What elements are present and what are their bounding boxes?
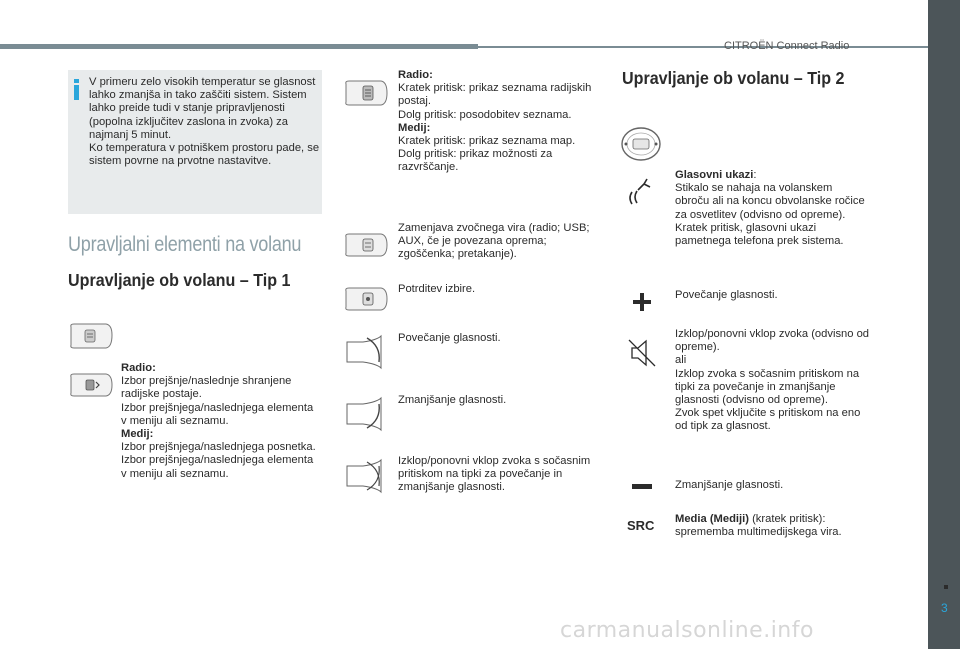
type2-vol-up: Povečanje glasnosti. — [675, 289, 778, 301]
src-icon: SRC — [627, 518, 655, 533]
minus-icon — [631, 484, 653, 490]
plus-icon — [631, 291, 653, 313]
header-brand: CITROËN Connect Radio — [724, 40, 850, 52]
middle-item5: Zmanjšanje glasnosti. — [398, 394, 507, 406]
middle-radio-label: Radio: — [398, 69, 433, 81]
stalk-wheel-icon — [68, 372, 114, 398]
stalk-confirm-icon — [343, 286, 389, 312]
mute-speaker-icon — [626, 337, 658, 369]
middle-item2: Zamenjava zvočnega vira (radio; USB; AUX, če je povezana oprema; zgoščenka; pretakanje). — [398, 222, 590, 261]
side-tab — [928, 0, 960, 649]
stalk-volume-down-icon — [343, 394, 385, 434]
type2-title: Upravljanje ob volanu – Tip 2 — [622, 68, 845, 88]
type1-radio-text: Izbor prejšnje/naslednje shranjene radijske postaje. Izbor prejšnjega/naslednjega elementa v meniju ali seznamu. — [121, 375, 314, 427]
watermark: carmanualsonline.info — [560, 618, 814, 643]
header-rule-thick — [0, 44, 478, 49]
stalk-end-button-icon — [343, 79, 389, 107]
steering-wheel-icon — [620, 125, 662, 163]
stalk-source-icon — [343, 232, 389, 258]
type2-vol-down: Zmanjšanje glasnosti. — [675, 479, 784, 491]
stalk-overview-icon — [68, 321, 114, 351]
middle-item6: Izklop/ponovni vklop zvoka s sočasnim pritiskom na tipki za povečanje in zmanjšanje glasnosti. — [398, 455, 591, 494]
type2-mute: Izklop/ponovni vklop zvoka (odvisno od opreme). ali Izklop zvoka s sočasnim pritiskom na tipki za povečanje in zmanjšanje glasnosti (odvisno od opreme). Zvok spet vključite s pritiskom na eno od tipk za glasnost. — [675, 328, 870, 433]
type2-media-label: Media (Mediji) — [675, 513, 749, 525]
type2-media — [675, 513, 865, 539]
page-marker — [944, 585, 948, 589]
type1-description — [121, 362, 321, 481]
info-text: V primeru zelo visokih temperatur se glasnost lahko zmanjša in tako zaščiti sistem. Sistem lahko preide tudi v stanje pripravljenosti (popolna izključitev zaslona in zvoka) za najmanj 5 minut. Ko temperatura v potniškem prostoru pade, se sistem povrne na prvotne nastavitve. — [89, 76, 320, 168]
type1-media-text: Izbor prejšnjega/naslednjega posnetka. Izbor prejšnjega/naslednjega elementa v meniju ali seznamu. — [121, 441, 316, 480]
middle-media-label: Medij: — [398, 121, 431, 134]
type2-voice-label: Glasovni ukazi — [675, 169, 754, 181]
middle-item3: Potrditev izbire. — [398, 283, 476, 295]
type2-media-text: (kratek pritisk): sprememba multimedijskega vira. — [675, 513, 842, 539]
type2-voice-text: Stikalo se nahaja na volanskem obroču ali na koncu obvolanske ročice za osvetlitev (odvisno od opreme). Kratek pritisk, glasovni ukazi pametnega telefona prek sistema. — [675, 182, 865, 248]
stalk-mute-icon — [343, 456, 385, 496]
middle-media-text: Kratek pritisk: prikaz seznama map. Dolg pritisk: prikaz možnosti za razvrščanje. — [398, 135, 576, 174]
middle-item1 — [398, 69, 594, 175]
section-title: Upravljalni elementi na volanu — [68, 233, 302, 256]
header-rule-thin — [478, 46, 928, 48]
type1-media-label: Medij: — [121, 428, 154, 441]
type2-voice: Glasovni ukazi: Stikalo se nahaja na volanskem obroču ali na koncu obvolanske ročice za osvetlitev (odvisno od opreme). Kratek pritisk, glasovni ukazi pametnega telefona prek sistema. — [675, 169, 865, 248]
middle-item4: Povečanje glasnosti. — [398, 332, 501, 344]
info-icon — [74, 79, 80, 100]
stalk-volume-up-icon — [343, 332, 385, 372]
page-number: 3 — [941, 601, 948, 615]
middle-radio-text: Kratek pritisk: prikaz seznama radijskih postaj. Dolg pritisk: posodobitev seznama. — [398, 82, 592, 121]
type1-title: Upravljanje ob volanu – Tip 1 — [68, 270, 291, 290]
type1-radio-label: Radio: — [121, 362, 156, 374]
voice-command-icon — [626, 176, 654, 206]
